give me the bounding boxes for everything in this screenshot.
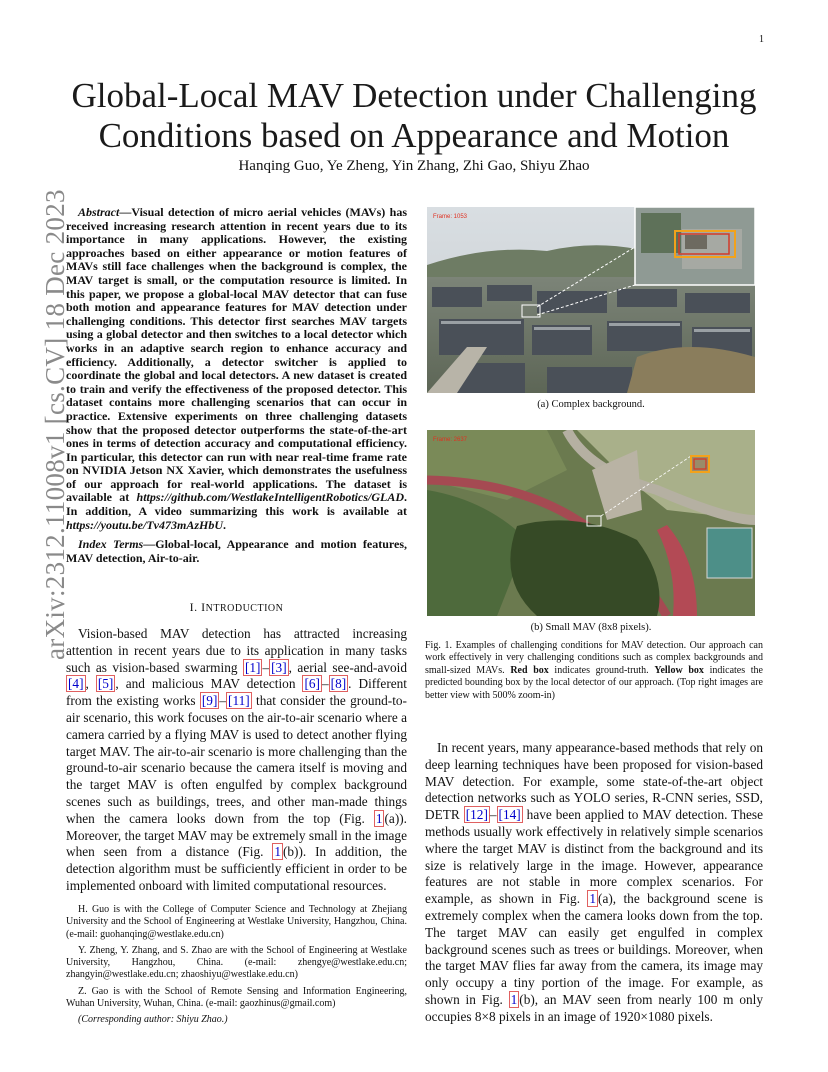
- footnote-corresponding-author: [66, 1014, 407, 1026]
- figure-1-caption: [425, 640, 763, 702]
- section-numeral: I.: [189, 600, 202, 614]
- figure-caption-text: indicates ground-truth.: [548, 664, 655, 676]
- footnotes: [66, 904, 407, 1031]
- figure-1b-small-mav-image: [427, 430, 755, 616]
- intro-text: . Different from the existing works: [66, 676, 407, 709]
- citation-dash: –: [262, 659, 270, 675]
- dataset-link[interactable]: https://github.com/WestlakeIntelligentRobotics/GLAD: [136, 490, 404, 505]
- footnote-zheng-zhang-zhao: Y. Zheng, Y. Zhang, and S. Zhao are with the School of Engineering at Westlake University, Hangzhou, China. (e-mail: zhengye@westlake.edu.cn; zhangyin@westlake.edu.cn; zhaoshiyu@westlake.edu.cn): [66, 944, 407, 981]
- figure-link[interactable]: 1: [589, 891, 597, 907]
- figure-caption-label: Fig. 1.: [425, 640, 452, 651]
- figure-caption-text: indicates the predicted bounding box by the local detector of our approach. (Top right images are better view with 500% zoom-in): [425, 664, 763, 701]
- frame-counter-b: Frame: 2637: [433, 437, 468, 443]
- arxiv-identifier: arXiv:2312.11008v1 [cs.CV] 18 Dec 2023: [40, 189, 70, 660]
- section-heading-introduction: [66, 600, 407, 615]
- title-line-2: Conditions based on Appearance and Motion: [98, 116, 730, 155]
- citation-link[interactable]: [3]: [271, 659, 287, 675]
- section-title-initial: I: [201, 600, 206, 614]
- figure-link[interactable]: 1: [274, 844, 281, 860]
- intro-text: Vision-based MAV detection has attracted increasing attention in recent years due to its application in many tasks such as vision-based swarming: [66, 626, 407, 675]
- right-column-paragraph: [425, 740, 763, 1026]
- intro-text: (b)). In addition, the detection algorithm must be sufficiently efficient in order to be implemented onboard with limited computational resources.: [66, 844, 408, 893]
- figure-1a-complex-background-image: [427, 207, 755, 393]
- citation-dash: –: [219, 693, 227, 709]
- abstract-text-2: . In addition, A video summarizing this work is available at: [66, 490, 407, 519]
- index-terms: [66, 538, 407, 565]
- body-text: (a), the background scene is extremely complex when the camera looks down from the top. The target MAV can easily get engulfed in complex background scenes such as trees or buildings. Moreover, when the target MAV flies far away from the camera, its image may only occupy a tiny portion of the image. For example, as shown in Fig.: [425, 891, 763, 1007]
- figure-caption-text: Examples of challenging conditions for MAV detection. Our approach can work effectively in very challenging conditions such as complex backgrounds and small-sized MAVs.: [425, 640, 763, 676]
- citation-dash: –: [322, 676, 329, 692]
- index-terms-text: —Global-local, Appearance and motion features, MAV detection, Air-to-air.: [66, 537, 407, 565]
- intro-text: (a)). Moreover, the target MAV may be extremely small in the image when seen from a distance (Fig.: [66, 810, 407, 860]
- corresponding-author-text: (Corresponding author: Shiyu Zhao.): [78, 1014, 228, 1026]
- introduction-paragraph: [66, 626, 407, 895]
- citation-link[interactable]: [12]: [465, 807, 488, 823]
- figure-caption-yellow-box: Yellow box: [654, 664, 704, 676]
- figure-1b-caption: (b) Small MAV (8x8 pixels).: [530, 622, 652, 633]
- citation-link[interactable]: [9]: [201, 693, 218, 709]
- abstract-label: Abstract: [78, 205, 120, 219]
- citation-link[interactable]: [5]: [97, 676, 114, 692]
- abstract-text: —Visual detection of micro aerial vehicles (MAVs) has received increasing research attention in recent years due to its importance in many applications. However, the existing approaches based on either appearance or motion features of MAVs still face challenges when the background is complex, the MAV target is small, or the computation resource is limited. In this paper, we propose a global-local MAV detector that can fuse both motion and appearance features for MAV detection under challenging conditions. This detector first searches MAV targets using a global detector and then switches to a local detector which works in an adaptive search region to enhance accuracy and efficiency. Additionally, a detector switcher is applied to coordinate the global and local detectors. A new dataset is created to train and verify the effectiveness of the proposed detector. This dataset contains more challenging scenarios that can occur in practice. Extensive experiments on three challenging datasets show that the proposed detector outperforms the state-of-the-art ones in terms of detection accuracy and computational efficiency. In particular, this detector can run with near real-time frame rate on NVIDIA Jetson NX Xavier, which demonstrates the usefulness of our approach for real-world applications. The dataset is available at: [66, 205, 407, 505]
- figure-caption-red-box: Red box: [510, 664, 549, 676]
- citation-dash: –: [489, 807, 497, 823]
- intro-text: that consider the ground-to-air scenario, this work focuses on the air-to-air scenario where a camera carried by a flying MAV is used to detect another flying target MAV. The air-to-air scenario is more challenging than the ground-to-air scenario because the camera itself is moving and the target MAV is often engulfed by complex background scenes such as buildings, trees, and other man-made things when the camera looks down from the top (Fig.: [66, 693, 407, 826]
- citation-link[interactable]: [6]: [304, 676, 320, 692]
- citation-link[interactable]: [4]: [68, 676, 84, 692]
- intro-text: , aerial see-and-avoid: [288, 659, 407, 675]
- body-text: (b), an MAV seen from nearly 100 m only occupies 8×8 pixels in an image of 1920×1080 pixels.: [425, 991, 763, 1024]
- paper-title: [70, 76, 758, 156]
- citation-link[interactable]: [14]: [498, 807, 521, 823]
- abstract-text-3: .: [223, 517, 227, 532]
- body-text: have been applied to MAV detection. These methods usually work effectively in relatively simple scenarios where the target MAV is distinct from the background and its size is relatively large in the image. However, appearance features are not stable in more complex scenarios. For example, as shown in Fig.: [425, 807, 763, 907]
- intro-text: , and malicious MAV detection: [115, 676, 303, 692]
- figure-link[interactable]: 1: [375, 810, 383, 826]
- index-terms-label: Index Terms: [78, 537, 144, 551]
- citation-link[interactable]: [8]: [330, 676, 347, 692]
- body-text: In recent years, many appearance-based methods that rely on deep learning techniques have been proposed for vision-based MAV detection. For example, some state-of-the-art object detection networks such as YOLO series, R-CNN series, SSD, DETR: [425, 740, 763, 823]
- video-link[interactable]: https://youtu.be/Tv473mAzHbU: [66, 517, 224, 532]
- citation-link[interactable]: [1]: [244, 659, 261, 675]
- citation-link[interactable]: [11]: [228, 693, 250, 709]
- footnote-guo: H. Guo is with the College of Computer Science and Technology at Zhejiang University and the School of Engineering at Westlake University, Hangzhou, China. (e-mail: guohanqing@westlake.edu.cn): [66, 904, 407, 940]
- figure-1a-caption: (a) Complex background.: [537, 399, 645, 410]
- title-line-1: Global-Local MAV Detection under Challenging: [71, 76, 757, 115]
- frame-counter-a: Frame: 1053: [433, 214, 468, 220]
- footnote-gao: Z. Gao is with the School of Remote Sensing and Information Engineering, Wuhan University, Wuhan, China. (e-mail: gaozhinus@gmail.com): [66, 985, 407, 1010]
- citation-comma: ,: [85, 676, 96, 692]
- abstract: [66, 206, 407, 532]
- figure-link[interactable]: 1: [510, 991, 518, 1007]
- section-title-rest: NTRODUCTION: [205, 603, 284, 614]
- page-number: 1: [759, 34, 764, 45]
- author-list: Hanqing Guo, Ye Zheng, Yin Zhang, Zhi Gao, Shiyu Zhao: [238, 158, 590, 174]
